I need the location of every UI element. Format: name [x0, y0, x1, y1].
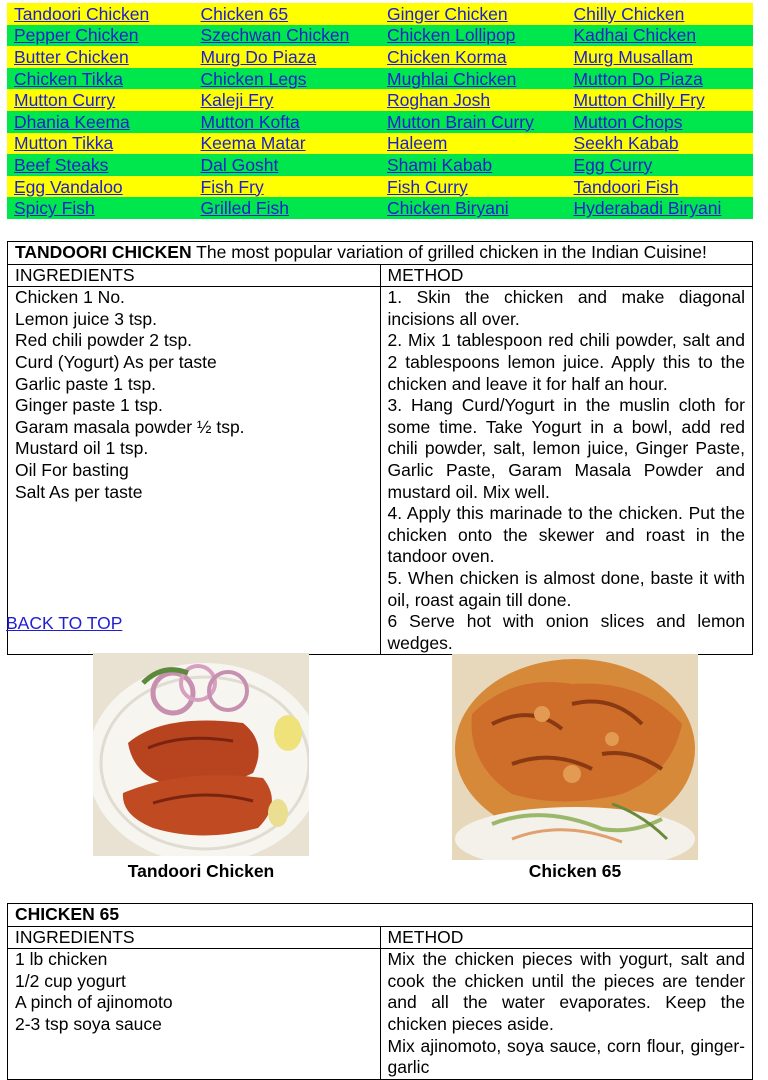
recipe-link[interactable]: Mughlai Chicken	[387, 68, 517, 89]
index-cell	[567, 25, 754, 47]
recipe-link[interactable]: Keema Matar	[200, 133, 306, 154]
recipe-tandoori-chicken	[7, 241, 753, 655]
index-cell	[380, 176, 567, 198]
ingredient-item: Curd (Yogurt) As per taste	[15, 351, 217, 372]
index-row	[7, 46, 753, 68]
ingredient-item: Garam masala powder ½ tsp.	[15, 416, 245, 437]
index-cell	[380, 133, 567, 155]
tandoori-chicken-photo	[93, 653, 309, 856]
index-cell	[194, 176, 381, 198]
index-cell	[194, 133, 381, 155]
recipe-name: CHICKEN 65	[15, 904, 120, 924]
recipe-link[interactable]: Egg Curry	[573, 154, 653, 175]
index-cell	[194, 197, 381, 219]
ingredient-item: Chicken 1 No.	[15, 287, 125, 308]
recipe-link[interactable]: Beef Steaks	[14, 154, 109, 175]
index-cell	[7, 154, 194, 176]
method-step: 1. Skin the chicken and make diagonal incisions all over.	[387, 287, 745, 329]
index-row	[7, 133, 753, 155]
recipe-link[interactable]: Chicken 65	[200, 3, 289, 24]
recipe-index-body	[7, 3, 753, 219]
ingredients-header: INGREDIENTS	[8, 926, 381, 949]
ingredient-item: Lemon juice 3 tsp.	[15, 308, 158, 329]
index-cell	[380, 3, 567, 25]
index-cell	[380, 46, 567, 68]
index-cell	[567, 154, 754, 176]
method-steps	[380, 949, 753, 1080]
recipe-link[interactable]: Chicken Lollipop	[387, 25, 516, 46]
ingredient-item: Salt As per taste	[15, 481, 143, 502]
index-cell	[567, 111, 754, 133]
recipe-name: TANDOORI CHICKEN	[15, 242, 192, 262]
index-cell	[194, 68, 381, 90]
recipe-link[interactable]: Egg Vandaloo	[14, 176, 123, 197]
recipe-link[interactable]: Fish Fry	[200, 176, 264, 197]
recipe-link[interactable]: Murg Musallam	[573, 46, 694, 67]
index-cell	[194, 111, 381, 133]
index-cell	[194, 89, 381, 111]
method-step: 4. Apply this marinade to the chicken. Put the chicken onto the skewer and roast in the tandoor oven.	[387, 503, 745, 567]
index-cell	[567, 68, 754, 90]
index-row	[7, 3, 753, 25]
recipe-chicken-65	[7, 903, 753, 1080]
index-cell	[7, 133, 194, 155]
index-cell	[567, 133, 754, 155]
index-cell	[380, 154, 567, 176]
index-row	[7, 111, 753, 133]
index-cell	[380, 68, 567, 90]
index-row	[7, 197, 753, 219]
ingredient-item: 2-3 tsp soya sauce	[15, 1013, 162, 1034]
method-header: METHOD	[380, 264, 753, 287]
index-cell	[194, 25, 381, 47]
index-cell	[567, 197, 754, 219]
ingredient-item: Mustard oil 1 tsp.	[15, 438, 149, 459]
recipe-link[interactable]: Dhania Keema	[14, 111, 130, 132]
recipe-link[interactable]: Chicken Biryani	[387, 198, 509, 219]
ingredient-item: A pinch of ajinomoto	[15, 992, 173, 1013]
photo-caption: Tandoori Chicken	[127, 861, 275, 881]
index-cell	[7, 68, 194, 90]
recipe-description: The most popular variation of grilled chicken in the Indian Cuisine!	[191, 242, 707, 262]
recipe-link[interactable]: Mutton Chilly Fry	[573, 90, 705, 111]
index-cell	[7, 3, 194, 25]
index-cell	[567, 89, 754, 111]
recipe-link[interactable]: Mutton Kofta	[200, 111, 300, 132]
method-step: 6 Serve hot with onion slices and lemon wedges.	[387, 611, 745, 653]
recipe-index-table	[7, 3, 753, 219]
recipe-link[interactable]: Shami Kabab	[387, 154, 493, 175]
recipe-link[interactable]: Roghan Josh	[387, 90, 491, 111]
recipe-link[interactable]: Mutton Chops	[573, 111, 683, 132]
recipe-link[interactable]: Dal Gosht	[200, 154, 279, 175]
ingredients-list	[8, 287, 381, 655]
index-cell	[567, 3, 754, 25]
index-cell	[567, 176, 754, 198]
recipe-link[interactable]: Pepper Chicken	[14, 25, 139, 46]
ingredient-item: 1/2 cup yogurt	[15, 970, 126, 991]
index-cell	[7, 111, 194, 133]
index-cell	[380, 89, 567, 111]
recipe-link[interactable]: Fish Curry	[387, 176, 468, 197]
recipe-link[interactable]: Mutton Do Piaza	[573, 68, 703, 89]
recipe-link[interactable]: Szechwan Chicken	[200, 25, 350, 46]
tandoori-chicken-image	[93, 653, 309, 856]
index-cell	[7, 197, 194, 219]
photo-caption: Chicken 65	[528, 861, 622, 881]
index-row	[7, 25, 753, 47]
ingredient-item: Ginger paste 1 tsp.	[15, 395, 163, 416]
recipe-link[interactable]: Mutton Curry	[14, 90, 116, 111]
recipe-link[interactable]: Chilly Chicken	[573, 3, 685, 24]
index-row	[7, 176, 753, 198]
recipe-link[interactable]: Kadhai Chicken	[573, 25, 697, 46]
recipe-link[interactable]: Butter Chicken	[14, 46, 129, 67]
recipe-title-cell	[8, 904, 753, 927]
recipe-link[interactable]: Murg Do Piaza	[200, 46, 317, 67]
ingredient-item: Red chili powder 2 tsp.	[15, 330, 193, 351]
ingredient-item: 1 lb chicken	[15, 949, 108, 970]
index-cell	[7, 25, 194, 47]
method-step: 5. When chicken is almost done, baste it with oil, roast again till done.	[387, 567, 745, 610]
method-step: 3. Hang Curd/Yogurt in the muslin cloth for some time. Take Yogurt in a bowl, add red chili powder, salt, lemon juice, Ginger Paste, Garlic Paste, Garam Masala Powder and mustard oil. Mix well.	[387, 395, 745, 502]
method-step: Mix the chicken pieces with yogurt, salt and cook the chicken until the pieces are tender and all the water evaporates. Keep the chicken pieces aside.	[387, 949, 745, 1034]
recipe-link[interactable]: Seekh Kabab	[573, 133, 679, 154]
method-header: METHOD	[380, 926, 753, 949]
index-cell	[380, 25, 567, 47]
recipe-link[interactable]: Hyderabadi Biryani	[573, 198, 722, 219]
recipe-link[interactable]: Mutton Tikka	[14, 133, 114, 154]
index-row	[7, 154, 753, 176]
index-row	[7, 89, 753, 111]
recipe-link[interactable]: Kaleji Fry	[200, 90, 274, 111]
recipe-link[interactable]: Chicken Korma	[387, 46, 507, 67]
index-cell	[194, 154, 381, 176]
recipe-link[interactable]: Spicy Fish	[14, 198, 95, 219]
method-step: Mix ajinomoto, soya sauce, corn flour, ginger-garlic	[387, 1035, 745, 1078]
recipe-link[interactable]: Grilled Fish	[200, 198, 289, 219]
chicken-65-image	[452, 654, 698, 860]
recipe-link[interactable]: Haleem	[387, 133, 448, 154]
ingredient-item: Garlic paste 1 tsp.	[15, 373, 157, 394]
recipe-link[interactable]: Ginger Chicken	[387, 3, 508, 24]
recipe-link[interactable]: Tandoori Chicken	[14, 3, 150, 24]
recipe-link[interactable]: Chicken Legs	[200, 68, 307, 89]
ingredients-list	[8, 949, 381, 1080]
method-steps	[380, 287, 753, 655]
index-cell	[194, 46, 381, 68]
recipe-link[interactable]: Mutton Brain Curry	[387, 111, 534, 132]
index-cell	[7, 89, 194, 111]
ingredient-item: Oil For basting	[15, 459, 129, 480]
index-row	[7, 68, 753, 90]
recipe-link[interactable]: Tandoori Fish	[573, 176, 679, 197]
index-cell	[7, 46, 194, 68]
index-cell	[7, 176, 194, 198]
index-cell	[380, 197, 567, 219]
chicken-65-photo	[452, 654, 698, 860]
ingredients-header: INGREDIENTS	[8, 264, 381, 287]
method-step: 2. Mix 1 tablespoon red chili powder, salt and 2 tablespoons lemon juice. Apply this to the chicken and leave it for half an hour.	[387, 330, 745, 394]
back-to-top-link[interactable]: BACK TO TOP	[6, 613, 123, 633]
index-cell	[194, 3, 381, 25]
recipe-title-cell	[8, 242, 753, 265]
index-cell	[380, 111, 567, 133]
recipe-link[interactable]: Chicken Tikka	[14, 68, 123, 89]
index-cell	[567, 46, 754, 68]
